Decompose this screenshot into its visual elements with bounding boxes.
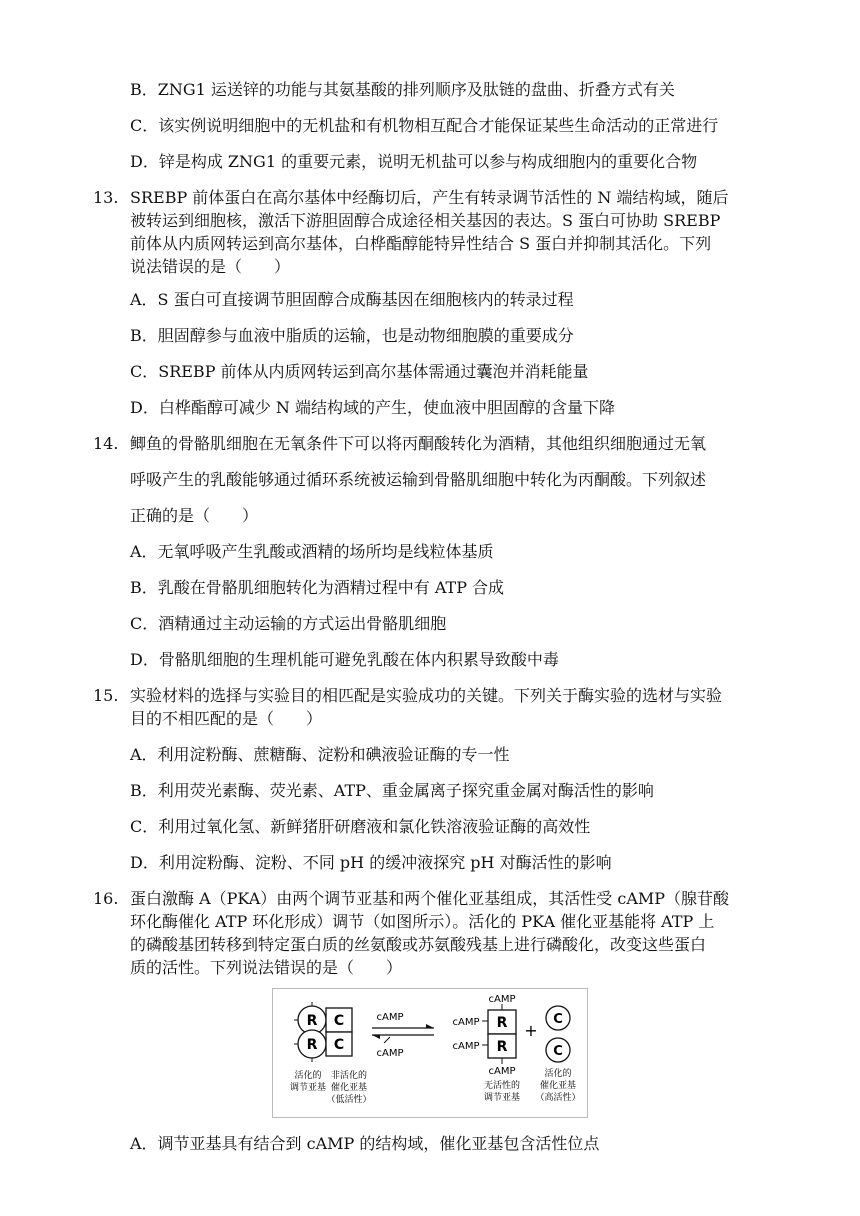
- label-active-cat: （高活性）: [535, 1093, 581, 1103]
- label-active-reg: 活化的: [294, 1071, 322, 1081]
- q13-stem-line: 被转运到细胞核，激活下游胆固醇合成途径相关基因的表达。S 蛋白可协助 SREBP: [130, 211, 721, 230]
- q13-option-d: D．白桦酯醇可减少 N 端结构域的产生，使血液中胆固醇的含量下降: [130, 398, 616, 417]
- q12-option-b: B．ZNG1 运送锌的功能与其氨基酸的排列顺序及肽链的盘曲、折叠方式有关: [130, 80, 675, 99]
- q13-number: 13.: [93, 188, 119, 207]
- q13-option-b: B．胆固醇参与血液中脂质的运输，也是动物细胞膜的重要成分: [130, 326, 574, 345]
- q16-stem-line: 蛋白激酶 A（PKA）由两个调节亚基和两个催化亚基组成，其活性受 cAMP（腺苷酸: [130, 889, 730, 908]
- q14-option-b: B．乳酸在骨骼肌细胞转化为酒精过程中有 ATP 合成: [130, 578, 505, 597]
- label-camp: cAMP: [452, 1017, 480, 1028]
- q15-stem-line: 实验材料的选择与实验目的相匹配是实验成功的关键。下列关于酶实验的选材与实验: [130, 686, 723, 705]
- label-active-reg: 调节亚基: [289, 1083, 327, 1093]
- q16-number: 16.: [93, 889, 119, 908]
- q14-option-d: D．骨骼肌细胞的生理机能可避免乳酸在体内积累导致酸中毒: [130, 650, 559, 669]
- q15-option-c: C．利用过氧化氢、新鲜猪肝研磨液和氯化铁溶液验证酶的高效性: [130, 817, 591, 836]
- label-active-cat: 催化亚基: [539, 1081, 577, 1091]
- q14-stem-line: 正确的是（ ）: [130, 506, 259, 525]
- q15-option-d: D．利用淀粉酶、淀粉、不同 pH 的缓冲液探究 pH 对酶活性的影响: [130, 853, 612, 872]
- label-inactive-cat: （低活性）: [326, 1095, 372, 1105]
- q16-stem-line: 质的活性。下列说法错误的是（ ）: [130, 958, 403, 977]
- label-r: R: [496, 1015, 508, 1031]
- q12-option-c: C．该实例说明细胞中的无机盐和有机物相互配合才能保证某些生命活动的正常进行: [130, 116, 719, 135]
- label-c: C: [553, 1012, 563, 1027]
- label-c: C: [333, 1013, 345, 1029]
- label-r: R: [306, 1037, 318, 1053]
- pka-activation-figure: [272, 988, 588, 1118]
- q16-stem-line: 环化酶催化 ATP 环化形成）调节（如图所示）。活化的 PKA 催化亚基能将 ATP 上: [130, 912, 715, 931]
- label-camp: cAMP: [488, 1066, 516, 1077]
- label-camp: cAMP: [488, 994, 516, 1005]
- q15-stem-line: 目的不相匹配的是（ ）: [130, 709, 323, 728]
- q14-number: 14.: [93, 434, 119, 453]
- label-active-cat: 活化的: [544, 1069, 572, 1079]
- label-inactive-cat: 催化亚基: [330, 1083, 368, 1093]
- label-camp: cAMP: [376, 1012, 404, 1023]
- q13-option-a: A．S 蛋白可直接调节胆固醇合成酶基因在细胞核内的转录过程: [130, 290, 574, 309]
- q16-stem-line: 的磷酸基团转移到特定蛋白质的丝氨酸或苏氨酸残基上进行磷酸化，改变这些蛋白: [130, 935, 707, 954]
- q15-number: 15.: [93, 686, 119, 705]
- label-camp: cAMP: [376, 1048, 404, 1059]
- q14-option-c: C．酒精通过主动运输的方式运出骨骼肌细胞: [130, 614, 447, 633]
- q13-stem-line: SREBP 前体蛋白在高尔基体中经酶切后，产生有转录调节活性的 N 端结构域，随后: [130, 188, 729, 207]
- q15-option-b: B．利用荧光素酶、荧光素、ATP、重金属离子探究重金属对酶活性的影响: [130, 781, 654, 800]
- q14-stem-line: 呼吸产生的乳酸能够通过循环系统被运输到骨骼肌细胞中转化为丙酮酸。下列叙述: [130, 470, 707, 489]
- q15-option-a: A．利用淀粉酶、蔗糖酶、淀粉和碘液验证酶的专一性: [130, 745, 510, 764]
- label-camp: cAMP: [452, 1041, 480, 1052]
- label-r: R: [306, 1013, 318, 1029]
- label-inactive-reg: 调节亚基: [483, 1093, 521, 1103]
- q14-option-a: A．无氧呼吸产生乳酸或酒精的场所均是线粒体基质: [130, 542, 494, 561]
- q16-option-a: A．调节亚基具有结合到 cAMP 的结构域，催化亚基包含活性位点: [130, 1134, 600, 1153]
- q13-stem-line: 说法错误的是（ ）: [130, 257, 291, 276]
- q13-stem-line: 前体从内质网转运到高尔基体，白桦酯醇能特异性结合 S 蛋白并抑制其活化。下列: [130, 234, 712, 253]
- q12-option-d: D．锌是构成 ZNG1 的重要元素，说明无机盐可以参与构成细胞内的重要化合物: [130, 152, 698, 171]
- label-r: R: [496, 1039, 508, 1055]
- label-inactive-cat: 非活化的: [330, 1071, 368, 1081]
- plus-sign: +: [524, 1021, 538, 1040]
- label-inactive-reg: 无活性的: [483, 1081, 521, 1091]
- label-c: C: [333, 1037, 345, 1053]
- q13-option-c: C．SREBP 前体从内质网转运到高尔基体需通过囊泡并消耗能量: [130, 362, 589, 381]
- q14-stem-line: 鲫鱼的骨骼肌细胞在无氧条件下可以将丙酮酸转化为酒精，其他组织细胞通过无氧: [130, 434, 707, 453]
- label-c: C: [553, 1044, 563, 1059]
